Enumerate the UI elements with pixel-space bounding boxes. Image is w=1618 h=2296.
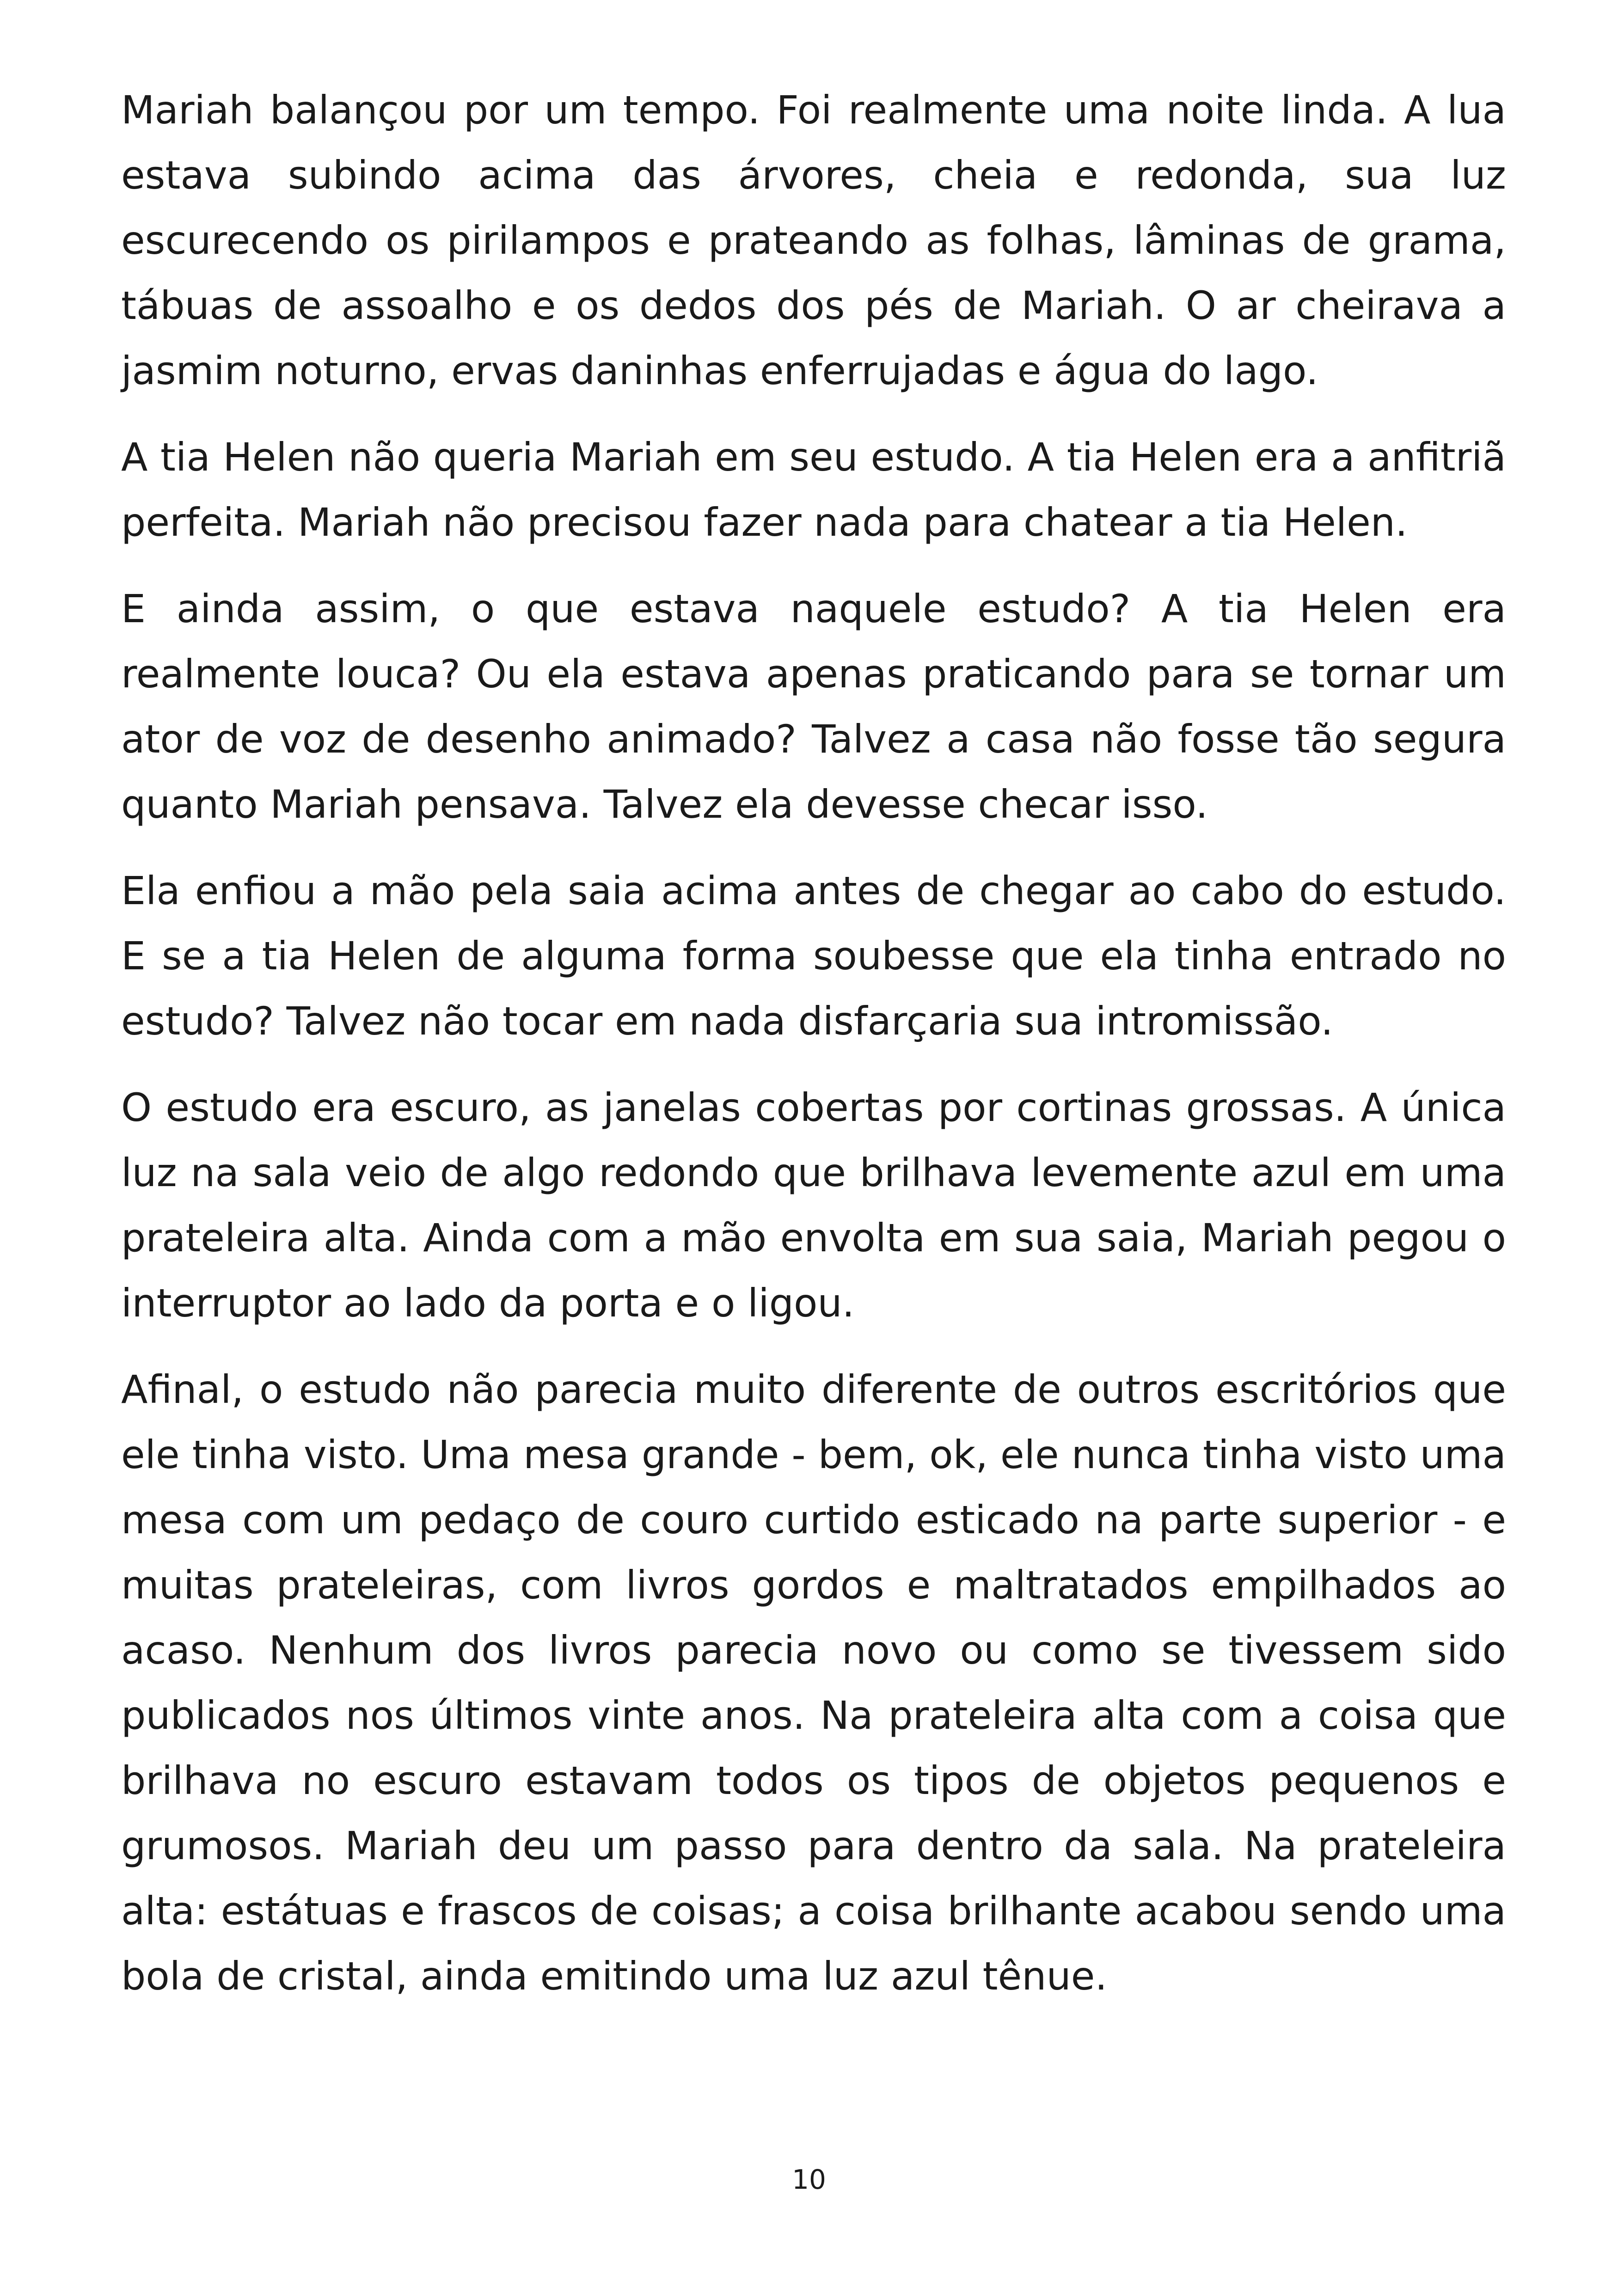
paragraph-6: Afinal, o estudo não parecia muito diferente de outros escritórios que ele tinha visto. Uma mesa grande - bem, ok, ele nunca tinha visto uma mesa com um pedaço de couro curtido esticado na parte superior - e muitas prateleiras, com livros gordos e maltratados empilhados ao acaso. Nenhum dos livros parecia novo ou como se tivessem sido publicados nos últimos vinte anos. Na prateleira alta com a coisa que brilhava no escuro estavam todos os tipos de objetos pequenos e grumosos. Mariah deu um passo para dentro da sala. Na prateleira alta: estátuas e frascos de coisas; a coisa brilhante acabou sendo uma bola de cristal, ainda emitindo uma luz azul tênue. [121,1367,1506,1999]
paragraph-3: E ainda assim, o que estava naquele estudo? A tia Helen era realmente louca? Ou ela estava apenas praticando para se tornar um ator de voz de desenho animado? Talvez a casa não fosse tão segura quanto Mariah pensava. Talvez ela devesse checar isso. [121,586,1506,827]
paragraph-2: A tia Helen não queria Mariah em seu estudo. A tia Helen era a anfitriã perfeita. Mariah não precisou fazer nada para chatear a tia Helen. [121,435,1506,545]
paragraph-1: Mariah balançou por um tempo. Foi realmente uma noite linda. A lua estava subindo acima das árvores, cheia e redonda, sua luz escurecendo os pirilampos e prateando as folhas, lâminas de grama, tábuas de assoalho e os dedos dos pés de Mariah. O ar cheirava a jasmim noturno, ervas daninhas enferrujadas e água do lago. [121,87,1506,393]
paragraph-4: Ela enfiou a mão pela saia acima antes de chegar ao cabo do estudo. E se a tia Helen de alguma forma soubesse que ela tinha entrado no estudo? Talvez não tocar em nada disfarçaria sua intromissão. [121,868,1506,1044]
body-text [121,78,1506,2009]
page-number: 10 [792,2164,826,2195]
paragraph-5: O estudo era escuro, as janelas cobertas por cortinas grossas. A única luz na sala veio de algo redondo que brilhava levemente azul em uma prateleira alta. Ainda com a mão envolta em sua saia, Mariah pegou o interruptor ao lado da porta e o ligou. [121,1085,1506,1326]
